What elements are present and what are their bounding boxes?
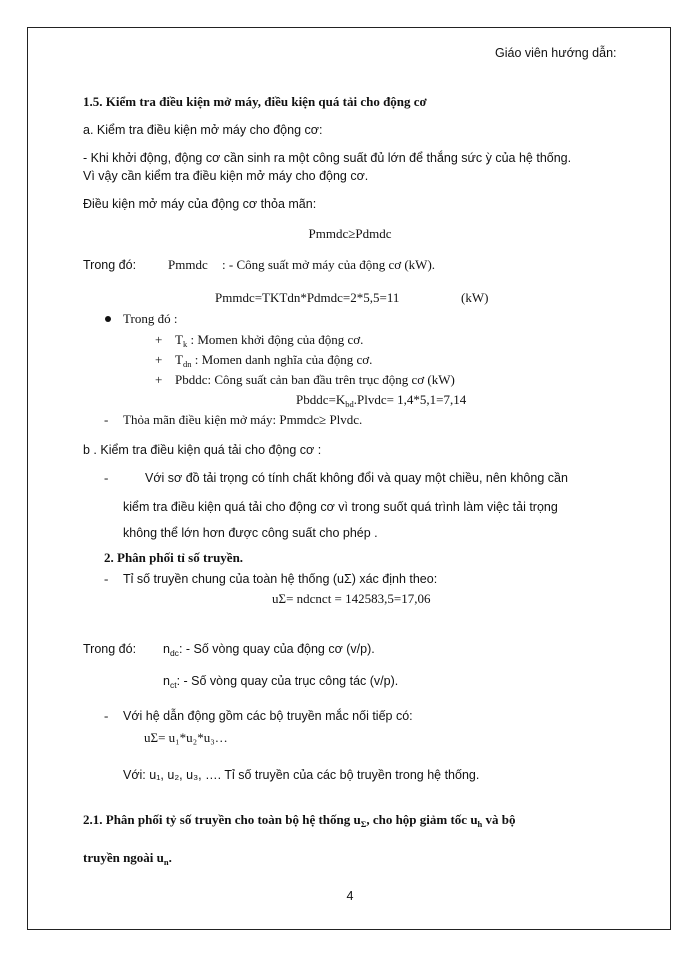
pbddc-item: Pbddc: Công suất cản ban đầu trên trục động cơ (kW) [175,372,455,387]
bullet-icon [105,316,111,322]
dash-icon: - [104,708,109,723]
where-label: Trong đó: [83,642,137,656]
total-ratio-intro: Tỉ số truyền chung của toàn hệ thống (uΣ) xác định theo: [123,572,438,586]
plus-icon: + [155,352,163,367]
part-b-line3: không thể lớn hơn được công suất cho phép . [123,526,378,540]
startup-satisfied: Thỏa mãn điều kiện mở máy: Pmmdc≥ Plvdc. [123,412,363,427]
section-2-1-heading-line2: truyền ngoài $u_n$. [83,850,172,867]
plus-icon: + [155,372,163,387]
nct-definition: $n_{ct}$: - Số vòng quay của trục công tác (v/p). [163,674,399,690]
page-number: 4 [346,889,354,903]
with-line: Với: u₁, u₂, u₃, …. Tỉ số truyền của các bộ truyền trong hệ thống. [123,768,480,782]
where-symbol: Pmmdc [168,257,208,272]
calc-unit: (kW) [461,290,489,305]
dash-icon: - [104,412,109,427]
startup-paragraph-line2: Vì vậy cần kiểm tra điều kiện mở máy cho động cơ. [83,169,369,183]
bullet-label: Trong đó : [123,311,178,326]
momen-nominal-item: $T_{dn}$ : Momen danh nghĩa của động cơ. [175,352,373,369]
supervisor-label: Giáo viên hướng dẫn: [495,46,617,60]
part-b-line2: kiểm tra điều kiện quá tải cho động cơ vì trong suốt quá trình làm việc tải trọng [123,500,558,514]
product-formula: uΣ= u₁*u₂*u₃… [144,730,228,745]
section-2-1-heading-line1: 2.1. Phân phối tỷ số truyền cho toàn bộ hệ thống $u_\Sigma$, cho hộp giảm tốc $u_h$ và bộ [83,812,516,829]
where-description: : - Công suất mở máy của động cơ (kW). [222,257,436,272]
part-a-title: a. Kiểm tra điều kiện mở máy cho động cơ: [83,123,323,137]
total-ratio-formula: uΣ= ndcnct = 142583,5=17,06 [272,591,431,606]
startup-paragraph-line1: - Khi khởi động, động cơ cần sinh ra một công suất đủ lớn để thắng sức ỳ của hệ thống. [83,151,572,165]
dash-icon: - [104,571,109,586]
condition-formula: Pmmdc≥Pdmdc [308,226,392,241]
section-1-5-heading: 1.5. Kiểm tra điều kiện mở máy, điều kiện quá tải cho động cơ [83,94,427,109]
part-b-title: b . Kiểm tra điều kiện quá tải cho động cơ : [83,443,322,457]
ndc-definition: $n_{dc}$: - Số vòng quay của động cơ (v/p). [163,642,375,658]
condition-intro: Điều kiện mở máy của động cơ thỏa mãn: [83,197,317,211]
dash-icon: - [104,470,109,485]
calc-formula: Pmmdc=TKTdn*Pdmdc=2*5,5=11 [215,290,400,305]
section-2-heading: 2. Phân phối tỉ số truyền. [104,550,244,565]
pbddc-formula: $Pbddc=K_{bd}.Plvdc= 1,4*5,1=7,14$ [296,392,467,409]
series-line: Với hệ dẫn động gồm các bộ truyền mắc nối tiếp có: [123,709,413,723]
part-b-line1: Với sơ đồ tải trọng có tính chất không đổi và quay một chiều, nên không cần [145,471,568,485]
momen-start-item: $T_k$ : Momen khởi động của động cơ. [175,332,364,349]
plus-icon: + [155,332,163,347]
where-label: Trong đó: [83,258,137,272]
